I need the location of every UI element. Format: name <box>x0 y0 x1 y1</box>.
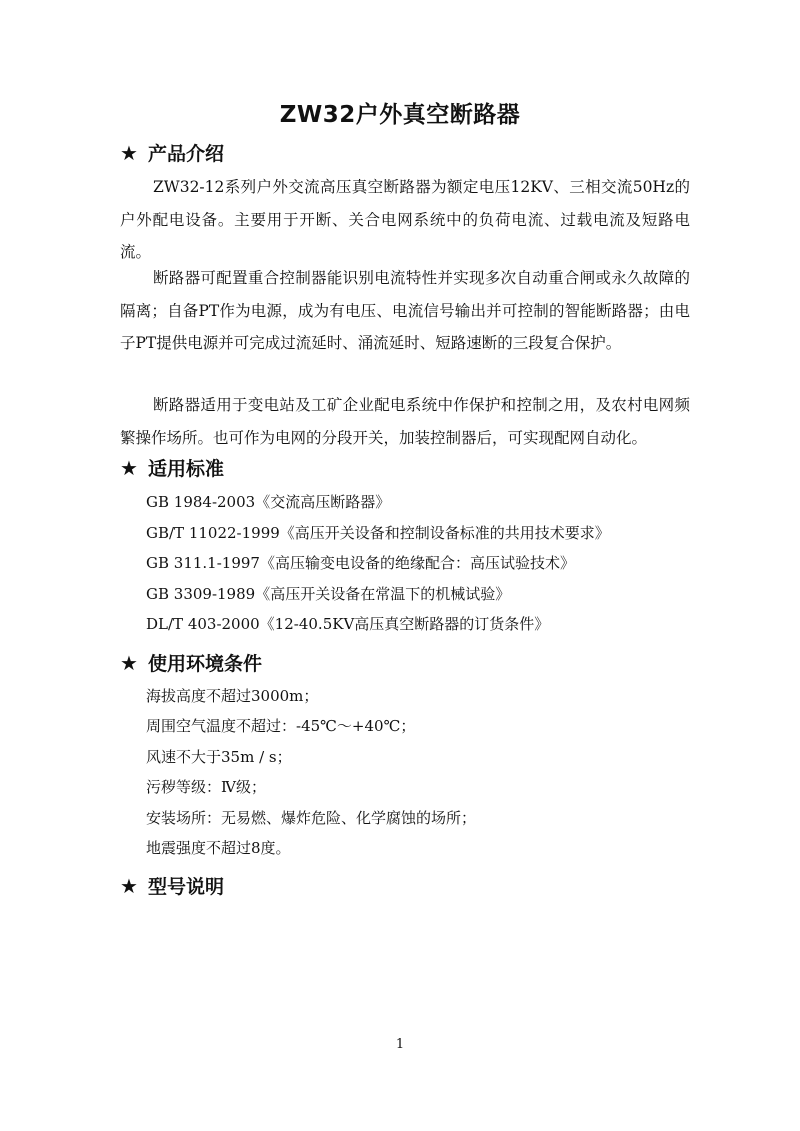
standard-item: GB 311.1-1997《高压输变电设备的绝缘配合：高压试验技术》 <box>146 554 575 572</box>
section-heading-label: 适用标准 <box>148 458 225 480</box>
section-heading-standards <box>120 454 224 483</box>
intro-paragraph: ZW32-12系列户外交流高压真空断路器为额定电压12KV、三相交流50Hz的户外配电设备。主要用于开断、关合电网系统中的负荷电流、过载电流及短路电流。 <box>120 178 690 261</box>
condition-item: 安装场所：无易燃、爆炸危险、化学腐蚀的场所； <box>146 808 477 827</box>
section-heading-label: 使用环境条件 <box>148 653 263 675</box>
section-heading-label: 型号说明 <box>148 876 225 898</box>
section-heading-conditions <box>120 649 262 678</box>
condition-item: 海拔高度不超过3000m； <box>146 687 319 705</box>
conditions-list <box>146 681 476 863</box>
page-number: 1 <box>395 1037 405 1052</box>
condition-item: 地震强度不超过8度。 <box>146 839 291 858</box>
standards-list <box>146 487 610 640</box>
section-heading-model <box>120 872 224 901</box>
section-heading-label: 产品介绍 <box>148 143 225 165</box>
page-title: ZW32户外真空断路器 <box>279 102 521 128</box>
standard-item: GB 1984-2003《交流高压断路器》 <box>146 493 391 511</box>
standard-item: GB/T 11022-1999《高压开关设备和控制设备标准的共用技术要求》 <box>146 523 610 542</box>
condition-item: 污秽等级：Ⅳ级； <box>146 778 266 797</box>
standard-item: GB 3309-1989《高压开关设备在常温下的机械试验》 <box>146 584 511 603</box>
star-icon: ★ <box>120 141 138 165</box>
star-icon: ★ <box>120 456 138 480</box>
condition-item: 周围空气温度不超过：-45℃～+40℃； <box>146 717 416 736</box>
intro-paragraph: 断路器可配置重合控制器能识别电流特性并实现多次自动重合闸或永久故障的隔离；自备PT作为电源，成为有电压、电流信号输出并可控制的智能断路器；由电子PT提供电源并可完成过流延时、涌流延时、短路速断的三段复合保护。 <box>120 269 690 352</box>
intro-paragraph: 断路器适用于变电站及工矿企业配电系统中作保护和控制之用，及农村电网频繁操作场所。也可作为电网的分段开关，加装控制器后，可实现配网自动化。 <box>120 396 690 447</box>
star-icon: ★ <box>120 651 138 675</box>
condition-item: 风速不大于35m / s； <box>146 747 292 766</box>
star-icon: ★ <box>120 874 138 898</box>
section-heading-intro <box>120 139 224 168</box>
standard-item: DL/T 403-2000《12-40.5KV高压真空断路器的订货条件》 <box>146 615 550 633</box>
